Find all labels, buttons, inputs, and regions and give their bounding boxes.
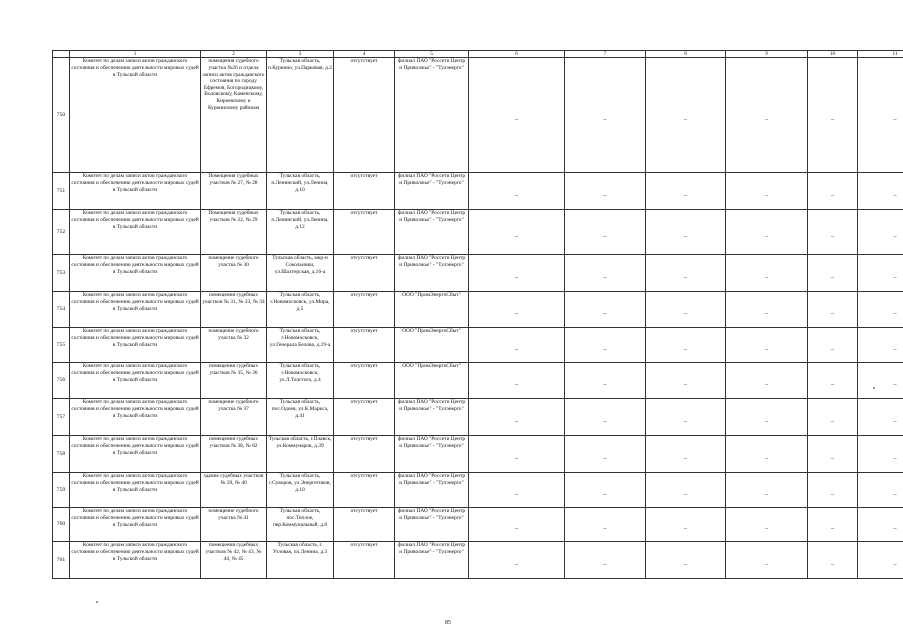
- empty-dash-cell: –: [469, 210, 565, 255]
- empty-dash-cell: –: [646, 473, 726, 508]
- empty-dash-cell: –: [565, 210, 646, 255]
- row-number-cell: 750: [53, 58, 70, 173]
- supplier-cell: ООО "ПромЭнергоСбыт": [395, 328, 469, 363]
- empty-dash-cell: –: [808, 210, 858, 255]
- availability-cell: отсутствует: [334, 473, 395, 508]
- header-cell: 10: [808, 51, 858, 58]
- empty-dash-cell: –: [565, 363, 646, 399]
- organization-cell: Комитет по делам записи актов гражданского состояния и обеспечению деятельности мировых судей в Тульской области: [70, 173, 201, 210]
- availability-cell: отсутствует: [334, 210, 395, 255]
- row-number-cell: 756: [53, 363, 70, 399]
- address-cell: Тульская область, г.Новомосковск, ул.Л.Толстого, д.4: [267, 363, 334, 399]
- organization-cell: Комитет по делам записи актов гражданского состояния и обеспечению деятельности мировых судей в Тульской области: [70, 436, 201, 473]
- empty-dash-cell: –: [646, 328, 726, 363]
- premises-cell: помещения судебных участков № 35, № 36: [201, 363, 267, 399]
- empty-dash-cell: –: [469, 542, 565, 579]
- header-cell: 7: [565, 51, 646, 58]
- organization-cell: Комитет по делам записи актов гражданского состояния и обеспечению деятельности мировых судей в Тульской области: [70, 399, 201, 436]
- empty-dash-cell: –: [646, 508, 726, 542]
- empty-dash-cell: –: [726, 399, 808, 436]
- empty-dash-cell: –: [646, 58, 726, 173]
- row-number-cell: 761: [53, 542, 70, 579]
- empty-dash-cell: –: [858, 328, 903, 363]
- empty-dash-cell: –: [646, 399, 726, 436]
- row-number-cell: 753: [53, 255, 70, 292]
- empty-dash-cell: –: [858, 363, 903, 399]
- availability-cell: отсутствует: [334, 508, 395, 542]
- premises-cell: помещение судебного участка № 37: [201, 399, 267, 436]
- organization-cell: Комитет по делам записи актов гражданского состояния и обеспечению деятельности мировых судей в Тульской области: [70, 508, 201, 542]
- empty-dash-cell: –: [726, 328, 808, 363]
- empty-dash-cell: –: [808, 328, 858, 363]
- address-cell: Тульская область, п.Ленинский, ул.Ленина, д.12: [267, 210, 334, 255]
- premises-cell: помещения судебных участков № 38, № 82: [201, 436, 267, 473]
- empty-dash-cell: –: [565, 292, 646, 328]
- supplier-cell: ООО "ПромЭнергоСбыт": [395, 292, 469, 328]
- address-cell: Тульская область, г.Новомосковск, ул.Мира, д.5: [267, 292, 334, 328]
- availability-cell: отсутствует: [334, 58, 395, 173]
- empty-dash-cell: –: [858, 473, 903, 508]
- scan-speck: [873, 387, 875, 389]
- empty-dash-cell: –: [469, 399, 565, 436]
- header-cell: 5: [395, 51, 469, 58]
- header-cell: 9: [726, 51, 808, 58]
- address-cell: Тульская область, п.Куркино, ул.Парковая, д.2: [267, 58, 334, 173]
- organization-cell: Комитет по делам записи актов гражданского состояния и обеспечению деятельности мировых судей в Тульской области: [70, 292, 201, 328]
- header-cell-blank: [53, 51, 70, 58]
- address-cell: Тульская область, пос.Одоев, ул.К.Маркса, д.41: [267, 399, 334, 436]
- supplier-cell: филиал ПАО "Россети Центр и Приволжье" - "Тулэнерго": [395, 58, 469, 173]
- organization-cell: Комитет по делам записи актов гражданского состояния и обеспечению деятельности мировых судей в Тульской области: [70, 255, 201, 292]
- row-number-cell: 751: [53, 173, 70, 210]
- empty-dash-cell: –: [858, 292, 903, 328]
- column-number-row: [53, 51, 903, 58]
- organization-cell: Комитет по делам записи актов гражданского состояния и обеспечению деятельности мировых судей в Тульской области: [70, 210, 201, 255]
- table-row: [53, 328, 903, 363]
- availability-cell: отсутствует: [334, 542, 395, 579]
- table-row: [53, 173, 903, 210]
- empty-dash-cell: –: [858, 436, 903, 473]
- header-cell: 3: [267, 51, 334, 58]
- premises-cell: здание судебных участков № 39, № 40: [201, 473, 267, 508]
- empty-dash-cell: –: [726, 292, 808, 328]
- address-cell: Тульская область, г.Новомосковск, ул.Генерала Белова, д.19-а: [267, 328, 334, 363]
- empty-dash-cell: –: [726, 473, 808, 508]
- header-cell: 8: [646, 51, 726, 58]
- empty-dash-cell: –: [808, 542, 858, 579]
- premises-cell: Помещения судебных участков № 22, № 29: [201, 210, 267, 255]
- empty-dash-cell: –: [646, 255, 726, 292]
- empty-dash-cell: –: [469, 363, 565, 399]
- empty-dash-cell: –: [726, 436, 808, 473]
- empty-dash-cell: –: [469, 473, 565, 508]
- table-row: [53, 473, 903, 508]
- address-cell: Тульская область, пос.Теплое, пер.Коммунальный, д.8: [267, 508, 334, 542]
- empty-dash-cell: –: [808, 399, 858, 436]
- empty-dash-cell: –: [565, 255, 646, 292]
- empty-dash-cell: –: [469, 58, 565, 173]
- empty-dash-cell: –: [858, 542, 903, 579]
- empty-dash-cell: –: [808, 58, 858, 173]
- empty-dash-cell: –: [565, 508, 646, 542]
- table-body: [53, 51, 903, 579]
- row-number-cell: 759: [53, 473, 70, 508]
- header-cell: 4: [334, 51, 395, 58]
- table-row: [53, 255, 903, 292]
- empty-dash-cell: –: [858, 210, 903, 255]
- empty-dash-cell: –: [646, 210, 726, 255]
- supplier-cell: ООО "ПромЭнергоСбыт": [395, 363, 469, 399]
- empty-dash-cell: –: [469, 436, 565, 473]
- empty-dash-cell: –: [726, 210, 808, 255]
- premises-cell: помещения судебных участков № 42, № 43, № 44, № 45: [201, 542, 267, 579]
- header-cell: 1: [70, 51, 201, 58]
- table-row: [53, 399, 903, 436]
- premises-cell: помещение судебного участка № 30: [201, 255, 267, 292]
- row-number-cell: 754: [53, 292, 70, 328]
- premises-cell: помещение судебного участка № 41: [201, 508, 267, 542]
- supplier-cell: филиал ПАО "Россети Центр и Приволжье" - "Тулэнерго": [395, 508, 469, 542]
- availability-cell: отсутствует: [334, 255, 395, 292]
- header-cell: 2: [201, 51, 267, 58]
- empty-dash-cell: –: [726, 542, 808, 579]
- empty-dash-cell: –: [808, 363, 858, 399]
- supplier-cell: филиал ПАО "Россети Центр и Приволжье" - "Тулэнерго": [395, 542, 469, 579]
- empty-dash-cell: –: [726, 363, 808, 399]
- empty-dash-cell: –: [469, 328, 565, 363]
- empty-dash-cell: –: [646, 363, 726, 399]
- empty-dash-cell: –: [469, 255, 565, 292]
- empty-dash-cell: –: [565, 399, 646, 436]
- table-row: [53, 542, 903, 579]
- table-row: [53, 292, 903, 328]
- organization-cell: Комитет по делам записи актов гражданского состояния и обеспечению деятельности мировых судей в Тульской области: [70, 328, 201, 363]
- organization-cell: Комитет по делам записи актов гражданского состояния и обеспечению деятельности мировых судей в Тульской области: [70, 473, 201, 508]
- empty-dash-cell: –: [646, 292, 726, 328]
- supplier-cell: филиал ПАО "Россети Центр и Приволжье" - "Тулэнерго": [395, 255, 469, 292]
- empty-dash-cell: –: [858, 508, 903, 542]
- empty-dash-cell: –: [808, 508, 858, 542]
- table-row: [53, 58, 903, 173]
- empty-dash-cell: –: [469, 173, 565, 210]
- empty-dash-cell: –: [726, 508, 808, 542]
- empty-dash-cell: –: [808, 173, 858, 210]
- empty-dash-cell: –: [646, 436, 726, 473]
- empty-dash-cell: –: [646, 173, 726, 210]
- scan-speck: [96, 601, 98, 603]
- empty-dash-cell: –: [726, 58, 808, 173]
- row-number-cell: 758: [53, 436, 70, 473]
- availability-cell: отсутствует: [334, 173, 395, 210]
- premises-cell: помещения судебного участка №26 и отдела записи актов гражданского состояния по городу Ефремов, Богородицкому, Воловскому, Каменскому, Киреевскому и Куркинскому районам: [201, 58, 267, 173]
- empty-dash-cell: –: [858, 173, 903, 210]
- supplier-cell: филиал ПАО "Россети Центр и Приволжье" - "Тулэнерго": [395, 210, 469, 255]
- empty-dash-cell: –: [469, 508, 565, 542]
- availability-cell: отсутствует: [334, 292, 395, 328]
- empty-dash-cell: –: [565, 173, 646, 210]
- empty-dash-cell: –: [858, 255, 903, 292]
- premises-cell: помещение судебного участка № 32: [201, 328, 267, 363]
- address-cell: Тульская область, мкр-н Сокольники, ул.Шахтерская, д.16-а: [267, 255, 334, 292]
- premises-cell: Помещения судебных участков № 27, № 28: [201, 173, 267, 210]
- supplier-cell: филиал ПАО "Россети Центр и Приволжье" - "Тулэнерго": [395, 436, 469, 473]
- empty-dash-cell: –: [858, 58, 903, 173]
- organization-cell: Комитет по делам записи актов гражданского состояния и обеспечению деятельности мировых судей в Тульской области: [70, 363, 201, 399]
- empty-dash-cell: –: [808, 473, 858, 508]
- empty-dash-cell: –: [808, 292, 858, 328]
- address-cell: Тульская область, п.Ленинский, ул.Ленина, д.10: [267, 173, 334, 210]
- supplier-cell: филиал ПАО "Россети Центр и Приволжье" - "Тулэнерго": [395, 399, 469, 436]
- header-cell: 11: [858, 51, 903, 58]
- supplier-cell: филиал ПАО "Россети Центр и Приволжье" - "Тулэнерго": [395, 173, 469, 210]
- page-number: 85: [445, 620, 451, 626]
- table-row: [53, 210, 903, 255]
- empty-dash-cell: –: [565, 58, 646, 173]
- premises-cell: помещения судебных участков № 31, № 33, № 34: [201, 292, 267, 328]
- availability-cell: отсутствует: [334, 328, 395, 363]
- table-row: [53, 508, 903, 542]
- empty-dash-cell: –: [726, 173, 808, 210]
- organization-cell: Комитет по делам записи актов гражданского состояния и обеспечению деятельности мировых судей в Тульской области: [70, 542, 201, 579]
- registry-table: [52, 50, 903, 579]
- empty-dash-cell: –: [808, 436, 858, 473]
- empty-dash-cell: –: [858, 399, 903, 436]
- empty-dash-cell: –: [565, 328, 646, 363]
- supplier-cell: филиал ПАО "Россети Центр и Приволжье" - "Тулэнерго": [395, 473, 469, 508]
- empty-dash-cell: –: [565, 542, 646, 579]
- empty-dash-cell: –: [808, 255, 858, 292]
- empty-dash-cell: –: [646, 542, 726, 579]
- table-row: [53, 436, 903, 473]
- empty-dash-cell: –: [565, 436, 646, 473]
- row-number-cell: 752: [53, 210, 70, 255]
- header-cell: 6: [469, 51, 565, 58]
- empty-dash-cell: –: [565, 473, 646, 508]
- address-cell: Тульская область, г. Узловая, пл.Ленина, д.3: [267, 542, 334, 579]
- row-number-cell: 760: [53, 508, 70, 542]
- address-cell: Тульская область, г.Плавск, ул.Коммунаров, д.39: [267, 436, 334, 473]
- row-number-cell: 757: [53, 399, 70, 436]
- availability-cell: отсутствует: [334, 363, 395, 399]
- table-row: [53, 363, 903, 399]
- organization-cell: Комитет по делам записи актов гражданского состояния и обеспечению деятельности мировых судей в Тульской области: [70, 58, 201, 173]
- empty-dash-cell: –: [726, 255, 808, 292]
- row-number-cell: 755: [53, 328, 70, 363]
- address-cell: Тульская область, г.Суворов, ул.Энергетиков, д.10: [267, 473, 334, 508]
- availability-cell: отсутствует: [334, 399, 395, 436]
- empty-dash-cell: –: [469, 292, 565, 328]
- availability-cell: отсутствует: [334, 436, 395, 473]
